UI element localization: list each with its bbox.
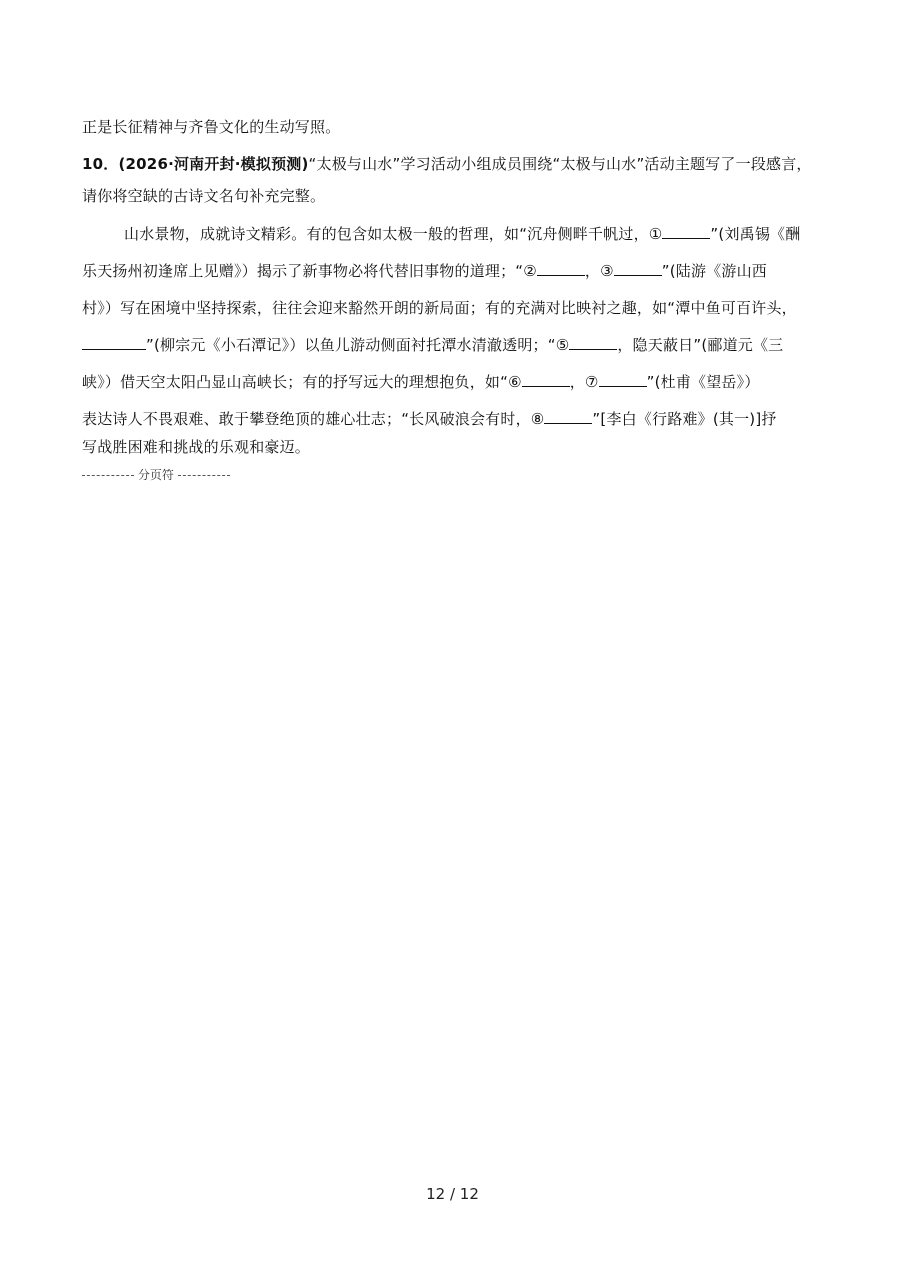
text-segment: ”(刘禹锡《酬	[710, 225, 801, 243]
paragraph-line-5	[82, 372, 760, 392]
text-segment: 乐天扬州初逢席上见赠》）揭示了新事物必将代替旧事物的道理；“②	[82, 262, 537, 280]
text-segment: ”(柳宗元《小石潭记》）以鱼儿游动侧面衬托潭水清澈透明；“⑤	[146, 336, 570, 354]
answer-blank-5[interactable]	[569, 335, 617, 350]
answer-blank-8[interactable]	[544, 409, 592, 424]
text-segment: 表达诗人不畏艰难、敢于攀登绝顶的雄心壮志；“长风破浪会有时，⑧	[82, 410, 545, 428]
paragraph-line-6	[82, 409, 777, 429]
page-number: 12 / 12	[426, 1185, 479, 1203]
page-break-marker	[82, 467, 230, 483]
answer-blank-3[interactable]	[614, 261, 662, 276]
answer-blank-2[interactable]	[537, 261, 585, 276]
question-stem-line1: “太极与山水”学习活动小组成员围绕“太极与山水”活动主题写了一段感言，	[308, 155, 812, 173]
question-10-stem	[82, 154, 812, 174]
paragraph-line-4	[82, 335, 783, 355]
paragraph-line-1	[124, 224, 800, 244]
paragraph-line-7: 写战胜困难和挑战的乐观和豪迈。	[82, 438, 311, 456]
question-stem-line2: 请你将空缺的古诗文名句补充完整。	[82, 187, 326, 205]
text-segment: ”(杜甫《望岳》）	[646, 373, 760, 391]
dashed-line	[82, 475, 134, 476]
text-segment: ，③	[584, 262, 614, 280]
text-segment: 山水景物，成就诗文精彩。有的包含如太极一般的哲理，如“沉舟侧畔千帆过，①	[124, 225, 663, 243]
paragraph-line-3: 村》）写在困境中坚持探索，往往会迎来豁然开朗的新局面；有的充满对比映衬之趣，如“潭中鱼可百许头，	[82, 299, 797, 317]
intro-line: 正是长征精神与齐鲁文化的生动写照。	[82, 118, 341, 136]
paragraph-line-2	[82, 261, 767, 281]
text-segment: 峡》）借天空太阳凸显山高峡长；有的抒写远大的理想抱负，如“⑥	[82, 373, 522, 391]
dashed-line	[178, 475, 230, 476]
answer-blank-7[interactable]	[599, 372, 647, 387]
answer-blank-1[interactable]	[662, 224, 710, 239]
question-number-source: 10．(2026·河南开封·模拟预测)	[82, 155, 309, 173]
page-break-label: 分页符	[137, 468, 174, 482]
answer-blank-6[interactable]	[522, 372, 570, 387]
text-segment: ，⑦	[569, 373, 599, 391]
answer-blank-4[interactable]	[82, 335, 146, 350]
text-segment: ”(陆游《游山西	[661, 262, 768, 280]
text-segment: ，隐天蔽日”(郦道元《三	[617, 336, 784, 354]
text-segment: ”[李白《行路难》(其一)]抒	[592, 410, 777, 428]
